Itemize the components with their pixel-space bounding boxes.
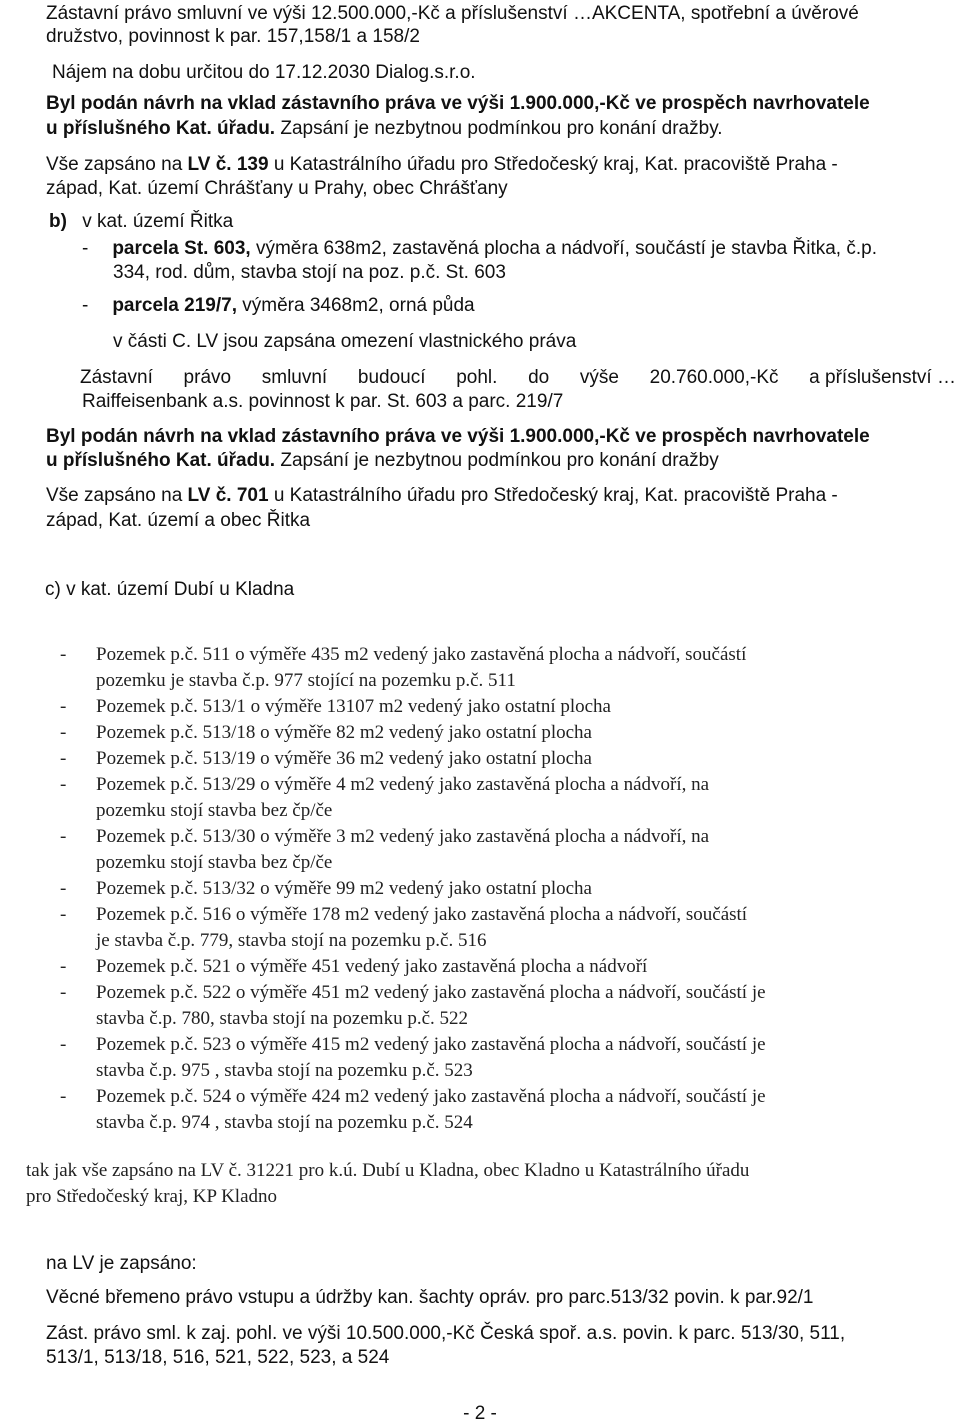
- scan-dash: -: [60, 826, 67, 847]
- scan-line: stavba č.p. 974 , stavba stojí na pozemku p.č. 524: [96, 1112, 473, 1133]
- registry2-line-1: Vše zapsáno na LV č. 701 u Katastrálního úřadu pro Středočeský kraj, Kat. pracoviště Praha -: [46, 485, 838, 506]
- section-b-heading: b) v kat. území Řitka: [49, 211, 234, 232]
- scan-line: Pozemek p.č. 516 o výměře 178 m2 vedený jako zastavěná plocha a nádvoří, součástí: [96, 904, 748, 925]
- section-c-heading: c) v kat. území Dubí u Kladna: [45, 579, 295, 600]
- proposal-line-2: u příslušného Kat. úřadu. Zapsání je nezbytnou podmínkou pro konání dražby.: [46, 118, 723, 139]
- pledge-sml-line-2: 513/1, 513/18, 516, 521, 522, 523, a 524: [46, 1347, 390, 1368]
- scan-line: Pozemek p.č. 513/32 o výměře 99 m2 vedený jako ostatní plocha: [96, 878, 592, 899]
- proposal-line-1: Byl podán návrh na vklad zástavního práva ve výši 1.900.000,-Kč ve prospěch navrhovatele: [46, 93, 870, 114]
- scan-line: Pozemek p.č. 513/30 o výměře 3 m2 vedený jako zastavěná plocha a nádvoří, na: [96, 826, 710, 847]
- pledge-line-1: Zástavní právo smluvní ve výši 12.500.000,-Kč a příslušenství …AKCENTA, spotřební a úvěrové: [46, 3, 859, 24]
- parcel-603-line-2: 334, rod. dům, stavba stojí na poz. p.č. St. 603: [113, 262, 506, 283]
- scan-line: Pozemek p.č. 524 o výměře 424 m2 vedený jako zastavěná plocha a nádvoří, součástí je: [96, 1086, 766, 1107]
- scan-line: Pozemek p.č. 522 o výměře 451 m2 vedený jako zastavěná plocha a nádvoří, součástí je: [96, 982, 766, 1003]
- scan-line: Pozemek p.č. 513/29 o výměře 4 m2 vedený jako zastavěná plocha a nádvoří, na: [96, 774, 710, 795]
- scan-line: Pozemek p.č. 513/19 o výměře 36 m2 vedený jako ostatní plocha: [96, 748, 592, 769]
- scan-line: Pozemek p.č. 513/18 o výměře 82 m2 vedený jako ostatní plocha: [96, 722, 592, 743]
- scan-footer-line: pro Středočeský kraj, KP Kladno: [26, 1186, 277, 1207]
- scan-dash: -: [60, 956, 67, 977]
- future-pledge-line: Zástavní právo smluvní budoucí pohl. do výše 20.760.000,-Kč a příslušenství …: [80, 367, 956, 388]
- scan-line: Pozemek p.č. 521 o výměře 451 vedený jako zastavěná plocha a nádvoří: [96, 956, 648, 977]
- easement-line: Věcné břemeno právo vstupu a údržby kan. šachty opráv. pro parc.513/32 povin. k par.92/1: [46, 1287, 814, 1308]
- parcel-603-line: - parcela St. 603, výměra 638m2, zastavěná plocha a nádvoří, součástí je stavba Řitka, č.p.: [82, 238, 877, 259]
- registry-line-2: západ, Kat. území Chrášťany u Prahy, obec Chrášťany: [46, 178, 508, 199]
- scan-line: Pozemek p.č. 523 o výměře 415 m2 vedený jako zastavěná plocha a nádvoří, součástí je: [96, 1034, 766, 1055]
- proposal2-line-2: u příslušného Kat. úřadu. Zapsání je nezbytnou podmínkou pro konání dražby: [46, 450, 719, 471]
- scan-dash: -: [60, 696, 67, 717]
- scan-line: Pozemek p.č. 511 o výměře 435 m2 vedený jako zastavěná plocha a nádvoří, součástí: [96, 644, 747, 665]
- scan-dash: -: [60, 1086, 67, 1107]
- proposal2-line-1: Byl podán návrh na vklad zástavního práva ve výši 1.900.000,-Kč ve prospěch navrhovatele: [46, 426, 870, 447]
- pledge-line-2: družstvo, povinnost k par. 157,158/1 a 158/2: [46, 26, 420, 47]
- scan-line: pozemku stojí stavba bez čp/če: [96, 852, 333, 873]
- scan-dash: -: [60, 982, 67, 1003]
- lv-note: na LV je zapsáno:: [46, 1253, 197, 1274]
- scan-dash: -: [60, 722, 67, 743]
- registry2-line-2: západ, Kat. území a obec Řitka: [46, 510, 311, 531]
- parcel-219-line: - parcela 219/7, výměra 3468m2, orná půda: [82, 295, 475, 316]
- scan-dash: -: [60, 774, 67, 795]
- registry-line-1: Vše zapsáno na LV č. 139 u Katastrálního úřadu pro Středočeský kraj, Kat. pracoviště Praha -: [46, 154, 838, 175]
- scan-dash: -: [60, 644, 67, 665]
- pledge-sml-line-1: Zást. právo sml. k zaj. pohl. ve výši 10.500.000,-Kč Česká spoř. a.s. povin. k parc. 513/30, 511,: [46, 1323, 846, 1344]
- page-number: - 2 -: [463, 1403, 497, 1424]
- scan-line: Pozemek p.č. 513/1 o výměře 13107 m2 vedený jako ostatní plocha: [96, 696, 611, 717]
- scan-line: stavba č.p. 780, stavba stojí na pozemku p.č. 522: [96, 1008, 469, 1029]
- scan-dash: -: [60, 748, 67, 769]
- scan-dash: -: [60, 1034, 67, 1055]
- raiffeisen-line: Raiffeisenbank a.s. povinnost k par. St. 603 a parc. 219/7: [82, 391, 564, 412]
- scan-footer-line: tak jak vše zapsáno na LV č. 31221 pro k.ú. Dubí u Kladna, obec Kladno u Katastrálního úřadu: [26, 1160, 750, 1181]
- scan-line: pozemku stojí stavba bez čp/če: [96, 800, 333, 821]
- scan-dash: -: [60, 904, 67, 925]
- scan-dash: -: [60, 878, 67, 899]
- lease-line: Nájem na dobu určitou do 17.12.2030 Dialog.s.r.o.: [52, 62, 476, 83]
- scan-line: je stavba č.p. 779, stavba stojí na pozemku p.č. 516: [96, 930, 487, 951]
- scan-line: pozemku je stavba č.p. 977 stojící na pozemku p.č. 511: [96, 670, 516, 691]
- part-c-line: v části C. LV jsou zapsána omezení vlastnického práva: [113, 331, 577, 352]
- scan-line: stavba č.p. 975 , stavba stojí na pozemku p.č. 523: [96, 1060, 473, 1081]
